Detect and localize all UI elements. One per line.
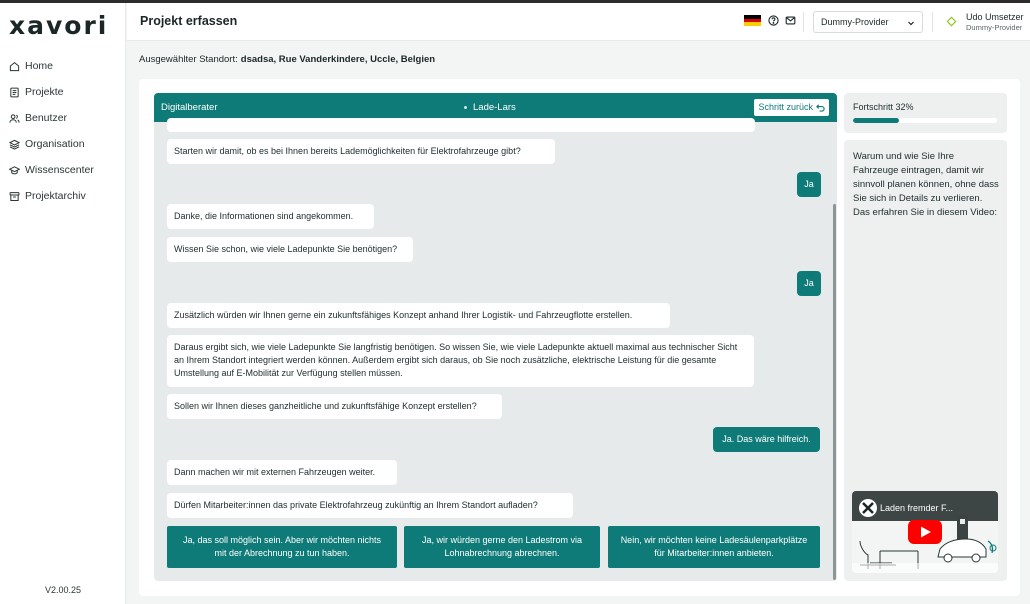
- info-card: [844, 140, 1007, 581]
- chat-message-bot: Sollen wir Ihnen dieses ganzheitliche und zukunftsfähige Konzept erstellen?: [167, 394, 502, 419]
- diamond-icon: [946, 16, 957, 27]
- chat-message-bot: Daraus ergibt sich, wie viele Ladepunkte Sie langfristig benötigen. So wissen Sie, wie viele Ladepunkte aktuell maximal aus technischer Sicht an Ihrem Standort integriert werden können. Außerdem ergibt sich daraus, ob Sie noch zusätzliche, elektrische Leistung für die gesamte Umstellung auf E-Mobilität zur Verfügung stellen müssen.: [167, 335, 754, 387]
- chevron-down-icon: [907, 19, 915, 27]
- archive-icon: [9, 191, 20, 202]
- sidebar: [0, 3, 126, 604]
- chat-scrollbar[interactable]: [833, 204, 836, 580]
- selected-location-value: dsadsa, Rue Vanderkindere, Uccle, Belgien: [240, 54, 436, 65]
- document-icon: [9, 87, 20, 98]
- youtube-play-icon[interactable]: [908, 520, 942, 544]
- answer-option-3[interactable]: Nein, wir möchten keine Ladesäulenparkplätze für Mitarbeiter:innen anbieten.: [608, 526, 820, 568]
- sidebar-item-label: Home: [25, 60, 54, 72]
- chat-message-bot: Starten wir damit, ob es bei Ihnen bereits Lademöglichkeiten für Elektrofahrzeuge gibt?: [167, 139, 555, 164]
- undo-icon: [816, 103, 825, 112]
- sidebar-item-projektarchiv[interactable]: [9, 183, 121, 209]
- selected-location: [139, 54, 435, 65]
- header-divider: [932, 12, 933, 32]
- chat-assistant-name: [464, 102, 516, 113]
- progress-label: Fortschritt 32%: [853, 102, 914, 112]
- mail-icon[interactable]: [785, 15, 796, 26]
- user-provider: Dummy-Provider: [966, 23, 1023, 32]
- progress-bar: [853, 118, 997, 123]
- answer-option-1[interactable]: Ja, das soll möglich sein. Aber wir möchten nichts mit der Abrechnung zu tun haben.: [167, 526, 397, 568]
- info-text: Warum und wie Sie Ihre Fahrzeuge eintragen, damit wir sinnvoll planen können, ohne dass Sie sich in Details zu verlieren. Das erfahren Sie in diesem Video:: [853, 151, 999, 218]
- online-dot-icon: [464, 106, 467, 109]
- progress-card: [844, 93, 1007, 133]
- chat-message-bot: Zusätzlich würden wir Ihnen gerne ein zukunftsfähiges Konzept anhand Ihrer Logistik- und Fahrzeugflotte erstellen.: [167, 303, 670, 328]
- selected-location-label: Ausgewählter Standort:: [139, 54, 238, 65]
- sidebar-item-home[interactable]: [9, 53, 121, 79]
- chat-message-bot: Danke, die Informationen sind angekommen.: [167, 204, 374, 229]
- layers-icon: [9, 139, 20, 150]
- sidebar-item-benutzer[interactable]: [9, 105, 121, 131]
- home-icon: [9, 61, 20, 72]
- sidebar-item-label: Wissenscenter: [25, 164, 94, 176]
- answer-option-2[interactable]: Ja, wir würden gerne den Ladestrom via Lohnabrechnung abrechnen.: [404, 526, 600, 568]
- chat-message-user: Ja: [797, 172, 821, 197]
- sidebar-item-label: Projektarchiv: [25, 190, 86, 202]
- sidebar-item-organisation[interactable]: [9, 131, 121, 157]
- sidebar-item-label: Benutzer: [25, 112, 68, 124]
- progress-bar-fill: [853, 118, 899, 123]
- provider-select[interactable]: [813, 11, 923, 33]
- chat-message-user: Ja: [797, 271, 821, 296]
- sidebar-item-wissenscenter[interactable]: [9, 157, 121, 183]
- chat-message-bot: Dürfen Mitarbeiter:innen das private Elektrofahrzeug zukünftig an Ihrem Standort aufladen?: [167, 493, 573, 518]
- sidebar-item-label: Projekte: [25, 86, 64, 98]
- chat-panel: [154, 93, 837, 581]
- step-back-label: Schritt zurück: [758, 102, 813, 112]
- page-title: Projekt erfassen: [140, 14, 238, 28]
- chat-message-bot: Dann machen wir mit externen Fahrzeugen weiter.: [167, 460, 397, 485]
- sidebar-item-projekte[interactable]: [9, 79, 121, 105]
- help-icon[interactable]: [768, 15, 779, 26]
- provider-select-value: Dummy-Provider: [821, 17, 889, 27]
- sidebar-item-label: Organisation: [25, 138, 85, 150]
- chat-assistant-label: Lade-Lars: [473, 102, 516, 113]
- sidebar-nav: [9, 53, 121, 209]
- users-icon: [9, 113, 20, 124]
- chat-header-title: Digitalberater: [161, 102, 218, 113]
- german-flag-icon[interactable]: [744, 15, 761, 26]
- app-version: V2.00.25: [44, 585, 82, 595]
- video-thumbnail[interactable]: [852, 491, 998, 573]
- user-name[interactable]: Udo Umsetzer: [966, 12, 1024, 22]
- top-header: [127, 3, 1030, 41]
- graduation-cap-icon: [9, 165, 20, 176]
- video-title: Laden fremder F...: [880, 503, 954, 513]
- header-divider: [803, 12, 804, 32]
- chat-message-user: Ja. Das wäre hilfreich.: [713, 427, 820, 452]
- channel-avatar-icon: [858, 498, 878, 518]
- step-back-button[interactable]: [754, 99, 829, 116]
- xavori-logo[interactable]: xavori: [9, 11, 109, 40]
- chat-message-bot: Wissen Sie schon, wie viele Ladepunkte Sie benötigen?: [167, 237, 413, 262]
- chat-message-bot-partial: [167, 118, 755, 132]
